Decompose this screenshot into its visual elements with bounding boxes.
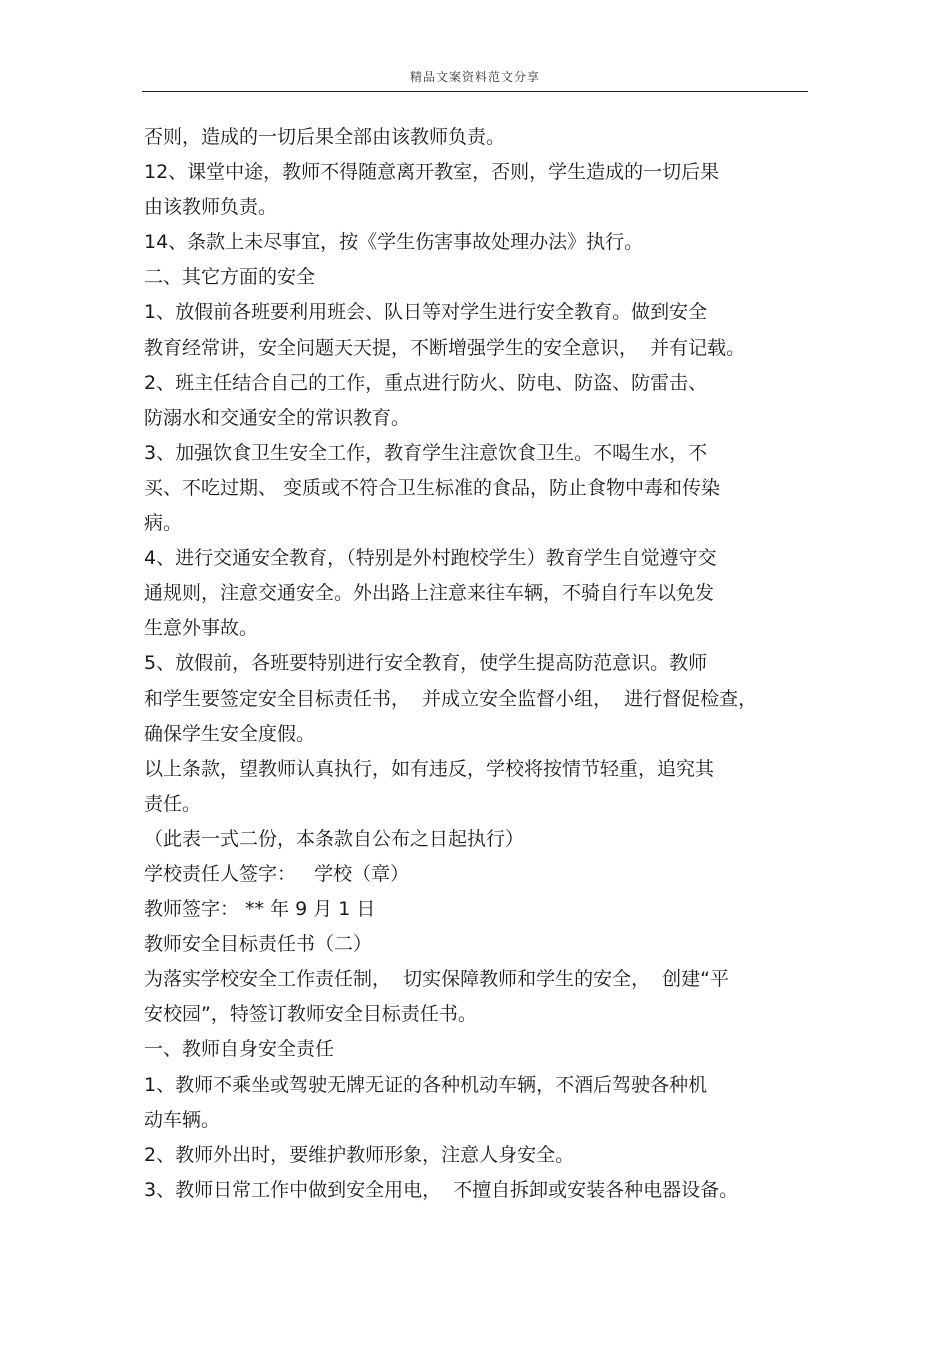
section-heading: 二、其它方面的安全 bbox=[144, 266, 316, 289]
signature-date-line: 教师签字： ** 年 9 月 1 日 bbox=[144, 898, 376, 921]
text-line: 3、教师日常工作中做到安全用电， 不擅自拆卸或安装各种电器设备。 bbox=[144, 1178, 739, 1201]
text-line: 1、放假前各班要利用班会、队日等对学生进行安全教育。做到安全 bbox=[144, 301, 708, 324]
signature-line: 学校责任人签字： 学校（章） bbox=[144, 862, 410, 885]
text-line: 买、不吃过期、 变质或不符合卫生标准的食品，防止食物中毒和传染 bbox=[144, 476, 721, 499]
text-line: 安校园”，特签订教师安全目标责任书。 bbox=[144, 1003, 477, 1026]
text-line: 责任。 bbox=[144, 792, 202, 815]
text-line: 动车辆。 bbox=[144, 1108, 221, 1131]
text-line: 确保学生安全度假。 bbox=[144, 722, 316, 745]
text-line: 4、进行交通安全教育，（特别是外村跑校学生）教育学生自觉遵守交 bbox=[144, 547, 717, 570]
section-heading: 一、教师自身安全责任 bbox=[144, 1038, 335, 1061]
text-line: 生意外事故。 bbox=[144, 617, 259, 640]
document-body bbox=[144, 120, 814, 1208]
text-line: 为落实学校安全工作责任制， 切实保障教师和学生的安全， 创建“平 bbox=[144, 968, 730, 991]
text-line: 由该教师负责。 bbox=[144, 196, 278, 219]
text-line: 和学生要签定安全目标责任书， 并成立安全监督小组， 进行督促检查， bbox=[144, 687, 758, 710]
text-line: 否则，造成的一切后果全部由该教师负责。 bbox=[144, 126, 506, 148]
text-line: 2、教师外出时，要维护教师形象，注意人身安全。 bbox=[144, 1143, 575, 1166]
text-line: 3、加强饮食卫生安全工作，教育学生注意饮食卫生。不喝生水，不 bbox=[144, 441, 708, 464]
text-line: 5、放假前，各班要特别进行安全教育，使学生提高防范意识。教师 bbox=[144, 652, 708, 675]
text-line: 病。 bbox=[144, 512, 183, 535]
header-divider bbox=[142, 91, 808, 92]
text-line: 12、课堂中途，教师不得随意离开教室，否则，学生造成的一切后果 bbox=[144, 161, 720, 184]
page-header: 精品文案资料范文分享 bbox=[409, 70, 540, 84]
text-line: 1、教师不乘坐或驾驶无牌无证的各种机动车辆，不酒后驾驶各种机 bbox=[144, 1073, 708, 1096]
text-line: （此表一式二份，本条款自公布之日起执行） bbox=[144, 827, 525, 850]
text-line: 14、条款上未尽事宜，按《学生伤害事故处理办法》执行。 bbox=[144, 231, 644, 254]
text-line: 2、班主任结合自己的工作，重点进行防火、防电、防盗、防雷击、 bbox=[144, 371, 708, 394]
text-line: 通规则，注意交通安全。外出路上注意来往车辆，不骑自行车以免发 bbox=[144, 582, 715, 605]
text-line: 以上条款，望教师认真执行，如有违反，学校将按情节轻重，追究其 bbox=[144, 757, 715, 780]
text-line: 教育经常讲，安全问题天天提，不断增强学生的安全意识， 并有记载。 bbox=[144, 336, 746, 359]
text-line: 防溺水和交通安全的常识教育。 bbox=[144, 406, 411, 429]
document-title: 教师安全目标责任书（二） bbox=[144, 933, 373, 956]
